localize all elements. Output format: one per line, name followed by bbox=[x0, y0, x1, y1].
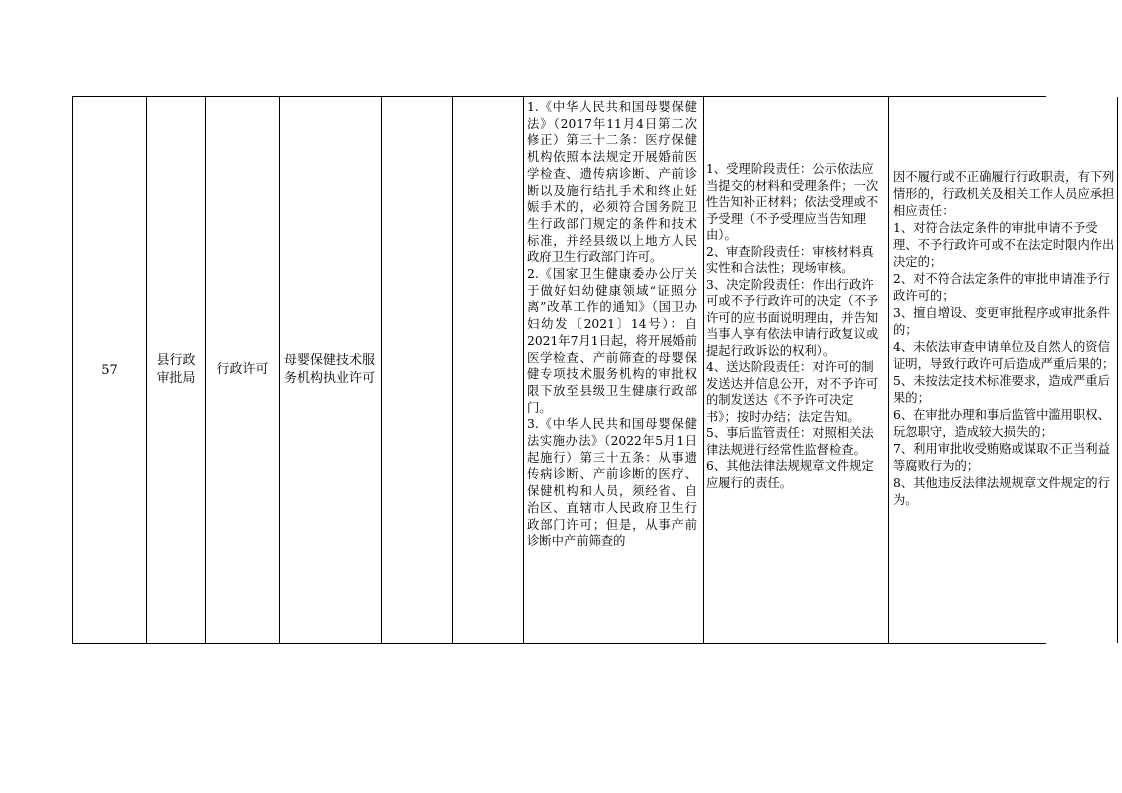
blank-cell bbox=[452, 97, 523, 643]
responsibility-item: 2、审查阶段责任：审核材料真实性和合法性；现场审核。 bbox=[706, 244, 874, 275]
legal-basis-item: 3.《中华人民共和国母婴保健法实施办法》（2022年5月1日起施行）第三十五条：从事遗传病诊断、产前诊断的医疗、保健机构和人员，须经省、自治区、直辖市人民政府卫生行政部门许可；但是，从事产前诊断中产前筛查的 bbox=[527, 417, 697, 549]
legal-basis bbox=[527, 99, 697, 550]
responsibility-item: 6、其他法律法规规章文件规定应履行的责任。 bbox=[706, 459, 874, 490]
accountability-list bbox=[893, 169, 1115, 509]
accountability-item: 7、利用审批收受贿赂或谋取不正当利益等腐败行为的； bbox=[893, 442, 1110, 473]
accountability-item: 6、在审批办理和事后监管中滥用职权、玩忽职守，造成较大损失的； bbox=[893, 408, 1110, 439]
responsibility-item: 3、决定阶段责任：作出行政许可或不予行政许可的决定（不予许可的应书面说明理由，并告知当事人享有依法申请行政复议或提起行政诉讼的权利）。 bbox=[706, 277, 879, 358]
accountability-item: 2、对不符合法定条件的审批申请准予行政许可的； bbox=[893, 272, 1110, 303]
legal-basis-item: 2.《国家卫生健康委办公厅关于做好妇幼健康领域“证照分离”改革工作的通知》（国卫办妇幼发〔2021〕14号）：自2021年7月1日起，将开展婚前医学检查、产前筛查的母婴保健专项技术服务机构的审批权限下放至县级卫生健康行政部门。 bbox=[527, 267, 697, 415]
power-category: 行政许可 bbox=[216, 362, 269, 377]
legal-basis-item: 1.《中华人民共和国母婴保健法》（2017年11月4日第二次修正）第三十二条：医疗保健机构依照本法规定开展婚前医学检查、遗传病诊断、产前诊断以及施行结扎手术和终止妊娠手术的，必须符合国务院卫生行政部门规定的条件和技术标准，并经县级以上地方人民政府卫生行政部门许可。 bbox=[527, 100, 697, 265]
department-name: 县行政审批局 bbox=[156, 353, 196, 386]
accountability-item: 因不履行或不正确履行行政职责，有下列情形的，行政机关及相关工作人员应承担相应责任： bbox=[893, 170, 1115, 218]
accountability-item: 4、未依法审查申请单位及自然人的资信证明，导致行政许可后造成严重后果的； bbox=[893, 340, 1115, 371]
accountability-item: 3、擅自增设、变更审批程序或审批条件的； bbox=[893, 306, 1110, 337]
department-cell bbox=[146, 97, 205, 643]
responsibility-item: 5、事后监管责任：对照相关法律法规进行经常性监督检查。 bbox=[706, 426, 874, 457]
row-number-cell bbox=[72, 97, 146, 643]
sub-item-cell bbox=[381, 97, 452, 643]
accountability-cell bbox=[888, 97, 1118, 643]
item-name: 母婴保健技术服务机构执业许可 bbox=[284, 353, 376, 386]
responsibility-list bbox=[706, 161, 884, 491]
responsibility-item: 1、受理阶段责任：公示依法应当提交的材料和受理条件；一次性告知补正材料；依法受理或不予受理（不予受理应当告知理由）。 bbox=[706, 162, 879, 242]
item-name-cell bbox=[279, 97, 381, 643]
accountability-item: 5、未按法定技术标准要求，造成严重后果的； bbox=[893, 374, 1110, 405]
responsibility-item: 4、送达阶段责任：对许可的制发送达并信息公开，对不予许可的制发送达《不予许可决定书》；按时办结；法定告知。 bbox=[706, 360, 879, 424]
row-number: 57 bbox=[101, 362, 118, 378]
accountability-item: 8、其他违反法律法规规章文件规定的行为。 bbox=[893, 476, 1110, 507]
responsibility-table-row bbox=[72, 96, 1115, 644]
accountability-item: 1、对符合法定条件的审批申请不予受理、不予行政许可或不在法定时限内作出决定的； bbox=[893, 221, 1115, 269]
legal-basis-cell bbox=[523, 97, 703, 643]
category-cell bbox=[205, 97, 279, 643]
responsibility-cell bbox=[703, 97, 888, 643]
